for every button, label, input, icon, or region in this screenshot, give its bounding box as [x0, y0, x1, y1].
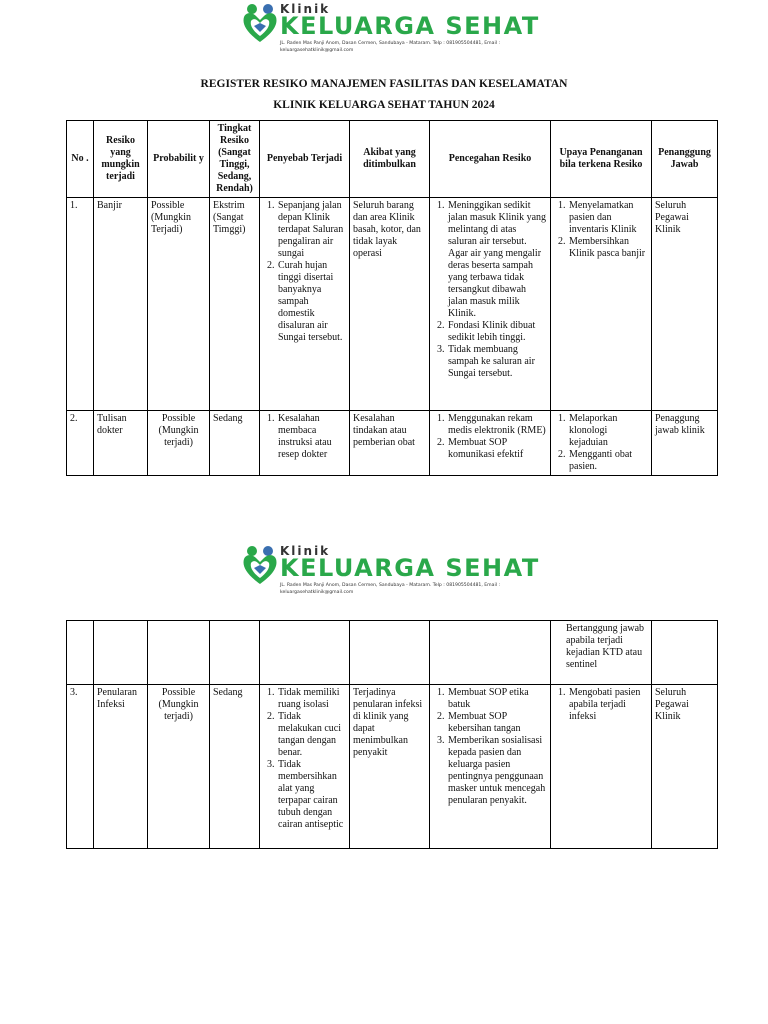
cell-upaya — [551, 621, 652, 685]
clinic-logo — [240, 2, 560, 62]
header-penyebab: Penyebab Terjadi — [260, 121, 350, 198]
document-page-2 — [0, 540, 768, 1024]
cell-empty — [260, 621, 350, 685]
cell-akibat: Kesalahan tindakan atau pemberian obat — [350, 411, 430, 476]
list-item: 1. Melaporkan klonologi kejaduian — [568, 413, 648, 449]
list-item: 1. Tidak memiliki ruang isolasi — [277, 687, 346, 711]
clinic-emblem-icon — [240, 544, 280, 586]
logo-klinik-text: Klinik — [280, 2, 331, 16]
cell-resiko: Banjir — [94, 198, 148, 411]
risk-register-table-continued — [66, 620, 718, 849]
document-title: REGISTER RESIKO MANAJEMEN FASILITAS DAN KESELAMATAN — [200, 78, 568, 90]
list-item: 2. Fondasi Klinik dibuat sedikit lebih tinggi. — [447, 320, 547, 344]
list-item: 3. Tidak membuang sampah ke saluran air Sungai tersebut. — [447, 344, 547, 380]
cell-penyebab — [260, 198, 350, 411]
cell-resiko: Penularan Infeksi — [94, 685, 148, 849]
logo-clinic-name: KELUARGA SEHAT — [280, 12, 540, 40]
list-item: 1. Mengobati pasien apabila terjadi infeksi — [568, 687, 648, 723]
header-probabilitas: Probabilit y — [148, 121, 210, 198]
list-item: 2. Membuat SOP kebersihan tangan — [447, 711, 547, 735]
list-item: 1. Menyelamatkan pasien dan inventaris Klinik — [568, 200, 648, 236]
cell-pencegahan — [430, 411, 551, 476]
cell-probabilitas: Possible (Mungkin terjadi) — [148, 411, 210, 476]
clinic-logo — [240, 544, 560, 604]
cell-pencegahan — [430, 198, 551, 411]
cell-penanggung: Seluruh Pegawai Klinik — [652, 198, 718, 411]
cell-empty — [210, 621, 260, 685]
cell-penanggung: Seluruh Pegawai Klinik — [652, 685, 718, 849]
document-page-1 — [0, 0, 768, 500]
list-item: 1. Sepanjang jalan depan Klinik terdapat Saluran pengaliran air sungai — [277, 200, 346, 260]
document-subtitle: KLINIK KELUARGA SEHAT TAHUN 2024 — [273, 99, 495, 111]
cell-akibat: Seluruh barang dan area Klinik basah, kotor, dan tidak layak operasi — [350, 198, 430, 411]
header-no: No . — [67, 121, 94, 198]
header-penanggung: Penanggung Jawab — [652, 121, 718, 198]
cell-tingkat: Sedang — [210, 685, 260, 849]
cell-empty — [67, 621, 94, 685]
table-header-row — [67, 121, 718, 198]
cell-tingkat: Ekstrim (Sangat Timggi) — [210, 198, 260, 411]
table-row — [67, 198, 718, 411]
logo-clinic-name: KELUARGA SEHAT — [280, 554, 540, 582]
cell-probabilitas: Possible (Mungkin terjadi) — [148, 685, 210, 849]
cell-akibat: Terjadinya penularan infeksi di klinik yang dapat menimbulkan penyakit — [350, 685, 430, 849]
cell-tingkat: Sedang — [210, 411, 260, 476]
clinic-emblem-icon — [240, 2, 280, 44]
table-row — [67, 685, 718, 849]
cell-penyebab — [260, 685, 350, 849]
logo-address: JL. Raden Mas Panji Anom, Dasan Cermen, Sandubaya - Mataram. Telp : 081905504481, Email : keluargasehatklinik@gmail.com — [280, 41, 501, 53]
cell-upaya — [551, 411, 652, 476]
list-item: 1. Meninggikan sedikit jalan masuk Klinik yang melintang di atas saluran air tersebut. Agar air yang mengalir deras beserta sampah yang terbawa tidak tersangkut dibawah jalan masuk milik Klinik. — [447, 200, 547, 320]
list-item: 2. Membersihkan Klinik pasca banjir — [568, 236, 648, 260]
cell-penanggung: Penaggung jawab klinik — [652, 411, 718, 476]
list-item: 2. Tidak melakukan cuci tangan dengan benar. — [277, 711, 346, 759]
continued-text: Bertanggung jawab apabila terjadi kejadian KTD atau sentinel — [566, 623, 645, 670]
header-pencegahan: Pencegahan Resiko — [430, 121, 551, 198]
cell-upaya — [551, 685, 652, 849]
table-row — [67, 621, 718, 685]
list-item: 3. Tidak membersihkan alat yang terpapar cairan tubuh dengan cairan antiseptic — [277, 759, 346, 831]
cell-empty — [94, 621, 148, 685]
cell-empty — [148, 621, 210, 685]
table-row — [67, 411, 718, 476]
cell-upaya — [551, 198, 652, 411]
header-resiko: Resiko yang mungkin terjadi — [94, 121, 148, 198]
cell-pencegahan — [430, 685, 551, 849]
header-akibat: Akibat yang ditimbulkan — [350, 121, 430, 198]
list-item: 2. Membuat SOP komunikasi efektif — [447, 437, 547, 461]
cell-resiko: Tulisan dokter — [94, 411, 148, 476]
list-item: 1. Menggunakan rekam medis elektronik (RME) — [447, 413, 547, 437]
cell-empty — [652, 621, 718, 685]
header-upaya: Upaya Penanganan bila terkena Resiko — [551, 121, 652, 198]
list-item: 3. Memberikan sosialisasi kepada pasien dan keluarga pasien pentingnya penggunaan masker untuk mencegah penularan penyakit. — [447, 735, 547, 807]
cell-empty — [350, 621, 430, 685]
cell-empty — [430, 621, 551, 685]
cell-penyebab — [260, 411, 350, 476]
risk-register-table — [66, 120, 718, 476]
cell-no: 2. — [67, 411, 94, 476]
cell-probabilitas: Possible (Mungkin Terjadi) — [148, 198, 210, 411]
list-item: 1. Kesalahan membaca instruksi atau resep dokter — [277, 413, 346, 461]
cell-no: 3. — [67, 685, 94, 849]
header-tingkat: Tingkat Resiko (Sangat Tinggi, Sedang, Rendah) — [210, 121, 260, 198]
cell-no: 1. — [67, 198, 94, 411]
logo-address: JL. Raden Mas Panji Anom, Dasan Cermen, Sandubaya - Mataram. Telp : 081905504481, Email : keluargasehatklinik@gmail.com — [280, 583, 501, 595]
list-item: 2. Curah hujan tinggi disertai banyaknya sampah domestik disaluran air Sungai tersebut. — [277, 260, 346, 344]
logo-klinik-text: Klinik — [280, 544, 331, 558]
list-item: 2. Mengganti obat pasien. — [568, 449, 648, 473]
list-item: 1. Membuat SOP etika batuk — [447, 687, 547, 711]
